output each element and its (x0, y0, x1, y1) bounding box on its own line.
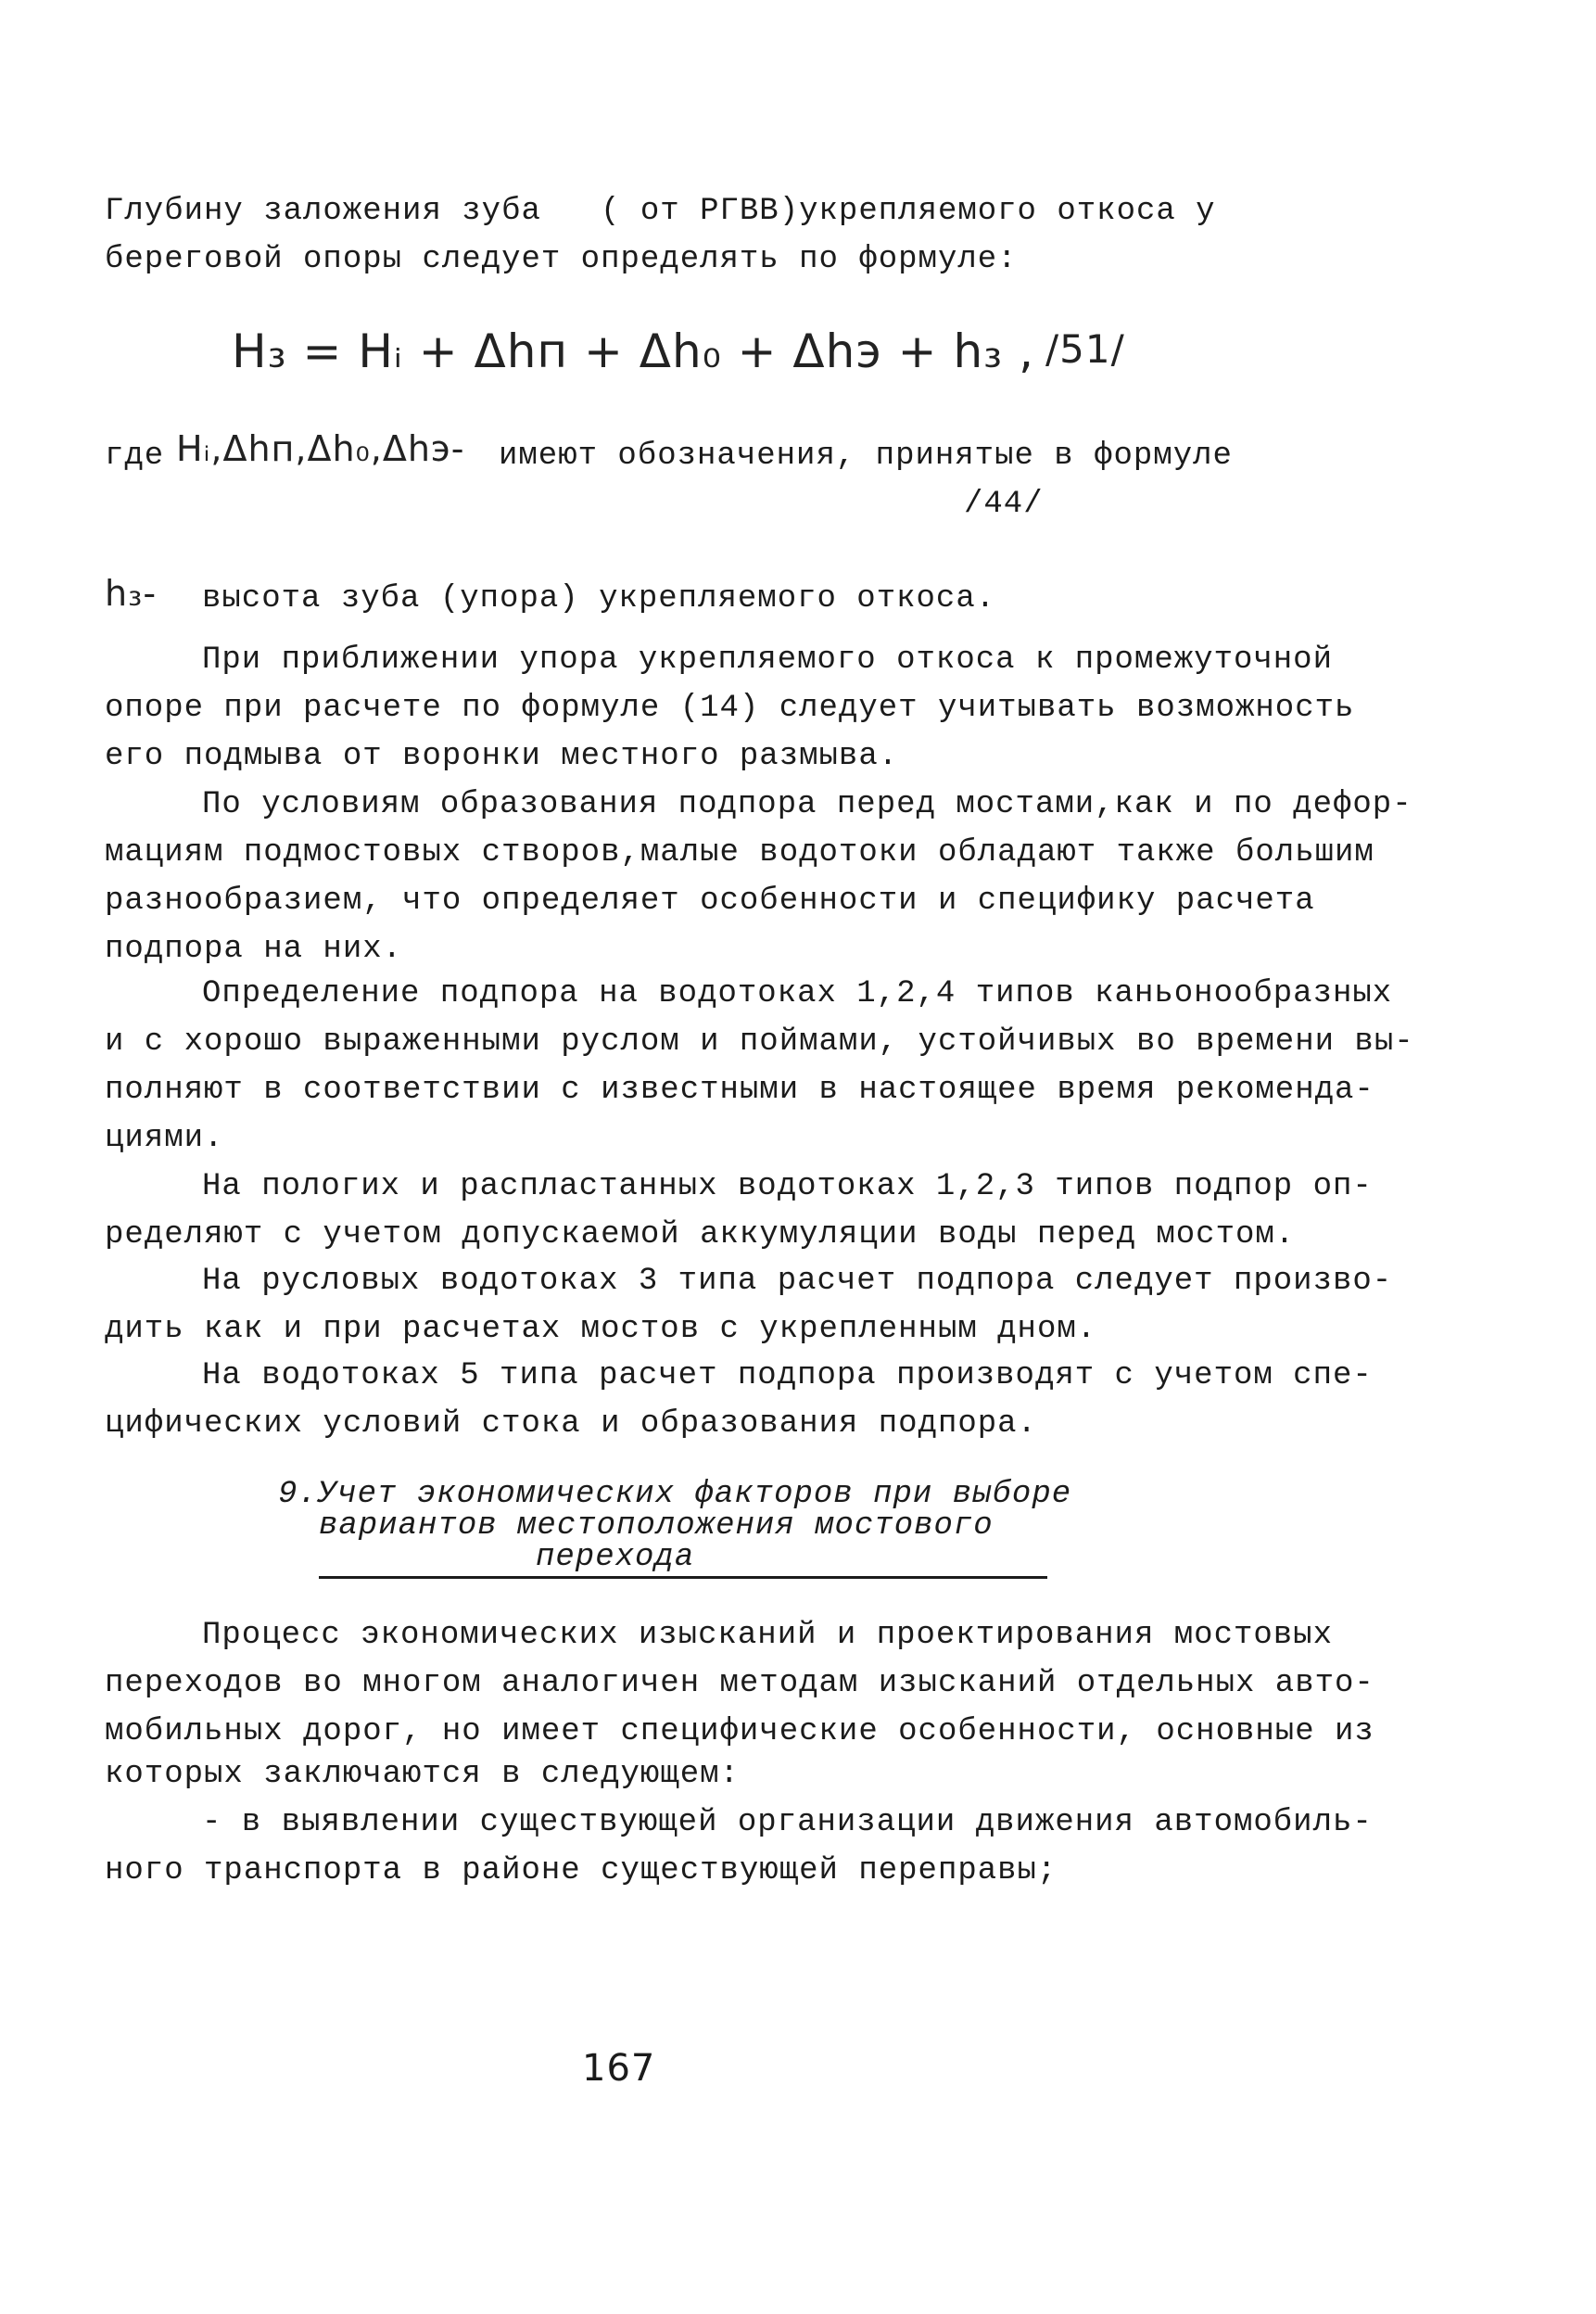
intro-line-2: береговой опоры следует определять по формуле: (105, 242, 1018, 277)
paragraph-line: переходов во многом аналогичен методам изысканий отдельных авто- (105, 1666, 1374, 1701)
paragraph-line: ного транспорта в районе существующей переправы; (105, 1853, 1058, 1888)
formula-expression: H₃ = Hᵢ + Δhп + Δh₀ + Δhэ + h₃ , (232, 324, 1034, 378)
h3-symbol: h₃- (105, 573, 158, 614)
paragraph-line: циями. (105, 1121, 224, 1156)
paragraph-line: ределяют с учетом допускаемой аккумуляции воды перед мостом. (105, 1217, 1296, 1252)
section-heading-line-2: вариантов местоположения мостового (319, 1508, 994, 1544)
section-heading-underline (319, 1576, 1047, 1579)
paragraph-line: На пологих и распластанных водотоках 1,2,3 типов подпор оп- (202, 1169, 1373, 1204)
paragraph-line: его подмыва от воронки местного размыва. (105, 739, 899, 774)
where-symbols: Hᵢ,Δhп,Δh₀,Δhэ- (176, 428, 465, 469)
paragraph-line: подпора на них. (105, 932, 403, 967)
paragraph-line: На русловых водотоках 3 типа расчет подпора следует произво- (202, 1264, 1393, 1299)
paragraph-line: мобильных дорог, но имеет специфические особенности, основные из (105, 1714, 1374, 1749)
paragraph-line: опоре при расчете по формуле (14) следует учитывать возможность (105, 691, 1355, 726)
paragraph-line: цифических условий стока и образования подпора. (105, 1406, 1037, 1442)
formula-number: /51/ (1045, 326, 1125, 372)
paragraph-line: По условиям образования подпора перед мостами,как и по дефор- (202, 787, 1412, 822)
paragraph-line: На водотоках 5 типа расчет подпора производят с учетом спе- (202, 1358, 1373, 1393)
paragraph-line: мациям подмостовых створов,малые водотоки обладают также большим (105, 835, 1374, 871)
paragraph-line: - в выявлении существующей организации движения автомобиль- (202, 1805, 1373, 1840)
paragraph-line: дить как и при расчетах мостов с укрепленным дном. (105, 1312, 1097, 1347)
paragraph-line: разнообразием, что определяет особенности и специфику расчета (105, 884, 1315, 919)
paragraph-line: Процесс экономических изысканий и проектирования мостовых (202, 1618, 1333, 1653)
where-ref: /44/ (964, 487, 1044, 522)
paragraph-line: полняют в соответствии с известными в настоящее время рекоменда- (105, 1073, 1374, 1108)
intro-line-1: Глубину заложения зуба ( от РГВВ)укрепляемого откоса у (105, 194, 1216, 229)
paragraph-line: которых заключаются в следующем: (105, 1757, 740, 1792)
section-heading-line-1: 9.Учет экономических факторов при выборе (278, 1477, 1072, 1512)
paragraph-line: Определение подпора на водотоках 1,2,4 типов каньонообразных (202, 976, 1393, 1011)
where-lead: где (105, 439, 165, 474)
paragraph-line: и с хорошо выраженными руслом и поймами, устойчивых во времени вы- (105, 1024, 1414, 1060)
section-heading-line-3: перехода (536, 1540, 695, 1575)
paragraph-line: При приближении упора укрепляемого откоса к промежуточной (202, 642, 1333, 678)
h3-text: высота зуба (упора) укрепляемого откоса. (202, 581, 996, 617)
where-text: имеют обозначения, принятые в формуле (499, 439, 1233, 474)
page-number: 167 (582, 2047, 656, 2090)
